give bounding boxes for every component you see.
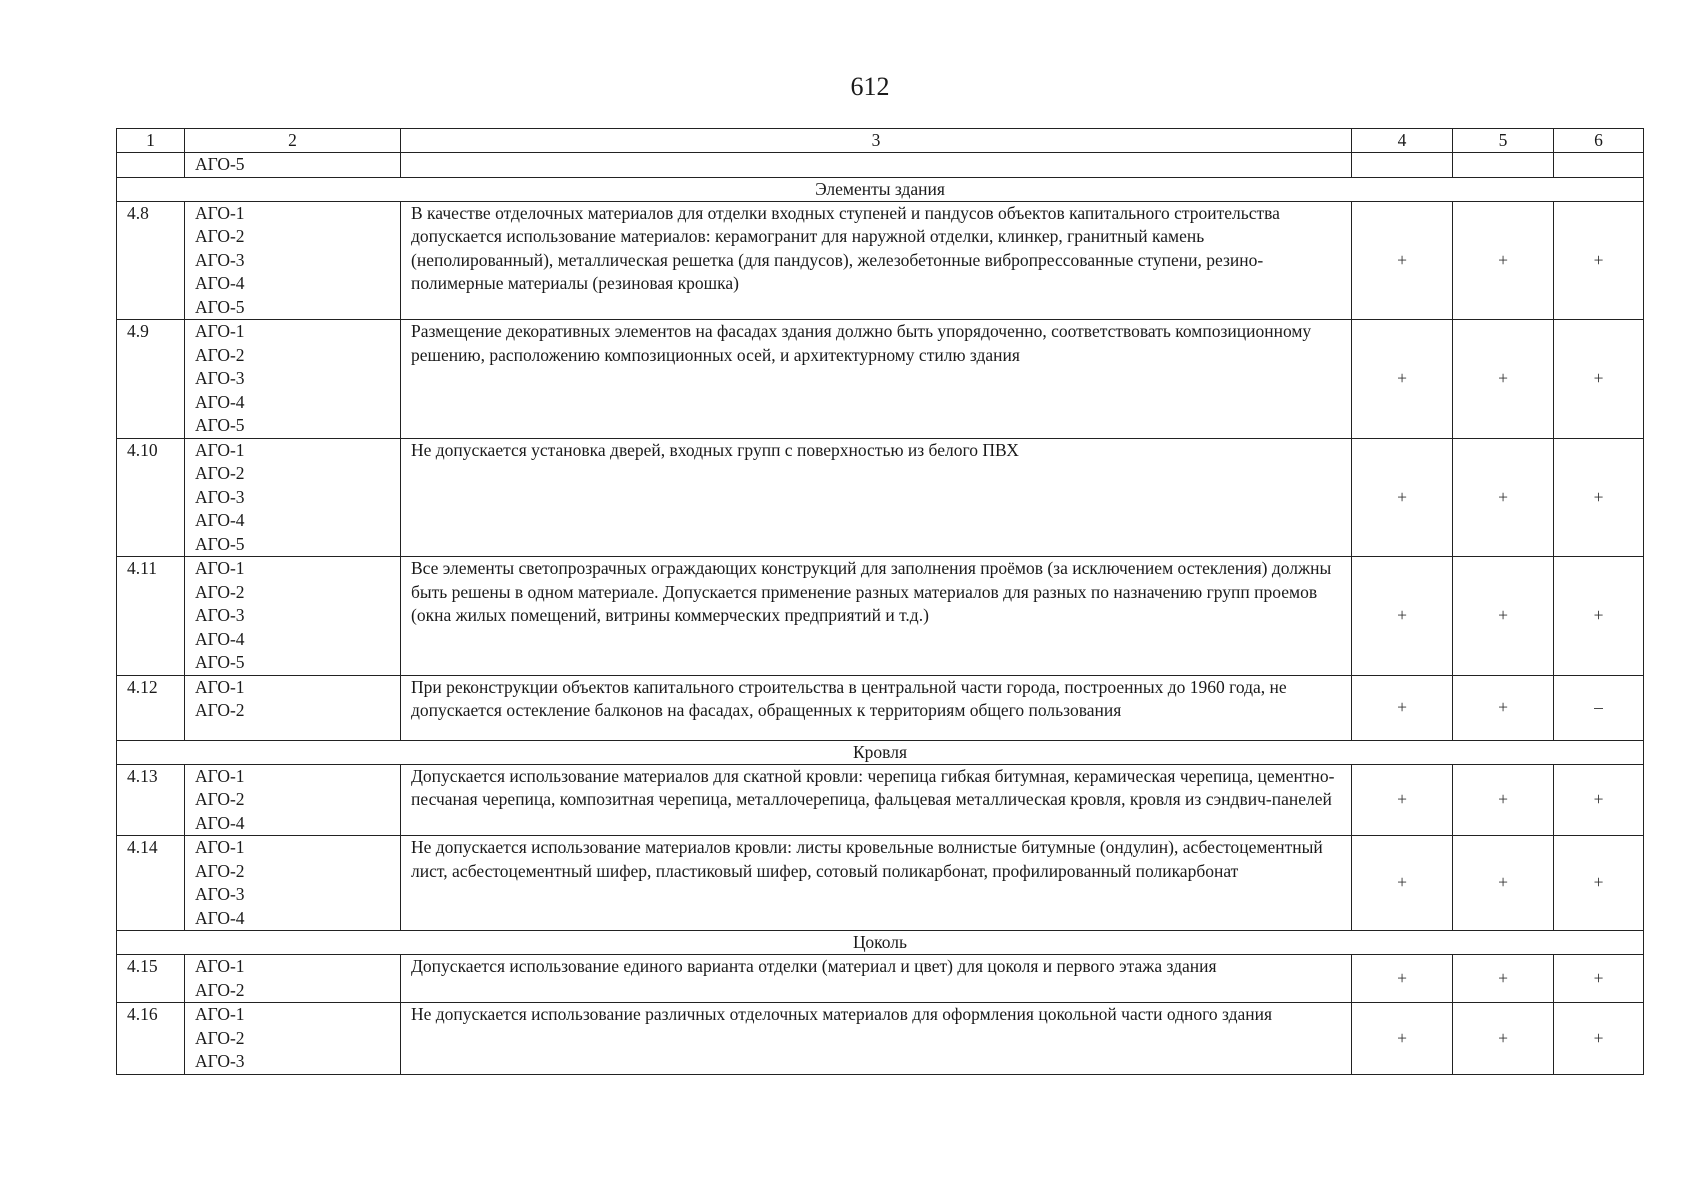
requirement-text: Не допускается использование материалов кровли: листы кровельные волнистые битумные (ондулин), асбестоцементный лист, асбестоцементный шифер, пластиковый шифер, сотовый поликарбонат, профилированный поликарбонат — [401, 836, 1352, 931]
zone-code: АГО-1 — [195, 765, 245, 786]
mark-cell — [1554, 153, 1644, 178]
zone-codes-cell — [185, 1003, 401, 1075]
mark-cell — [1352, 153, 1453, 178]
table-header-row — [117, 129, 1644, 153]
applicability-mark: + — [1453, 1003, 1554, 1075]
zone-code: АГО-4 — [195, 628, 245, 649]
section-heading-row — [117, 177, 1644, 201]
requirement-text: Все элементы светопрозрачных ограждающих конструкций для заполнения проёмов (за исключением остекления) должны быть решены в одном материале. Допускается применение разных материалов для разных по назначению групп проемов (окна жилых помещений, витрины коммерческих предприятий и т.д.) — [401, 557, 1352, 676]
table-row — [117, 836, 1644, 931]
zone-code: АГО-1 — [195, 837, 245, 857]
table-row — [117, 557, 1644, 676]
section-heading: Цоколь — [117, 931, 1644, 955]
table-row — [117, 675, 1644, 740]
requirement-text-cell — [401, 153, 1352, 178]
applicability-mark: + — [1554, 1003, 1644, 1075]
zone-codes-cell — [185, 438, 401, 557]
zone-code: АГО-3 — [195, 605, 245, 625]
zone-code: АГО-1 — [195, 321, 245, 341]
applicability-mark: + — [1453, 201, 1554, 320]
zone-code: АГО-4 — [195, 273, 245, 293]
zone-code: АГО-4 — [195, 510, 245, 530]
applicability-mark: + — [1453, 955, 1554, 1003]
table-row — [117, 320, 1644, 439]
applicability-mark: + — [1453, 320, 1554, 439]
zone-code: АГО-1 — [195, 558, 245, 578]
column-header: 6 — [1554, 129, 1644, 153]
requirement-text: Не допускается использование различных отделочных материалов для оформления цокольной части одного здания — [401, 1003, 1352, 1075]
requirement-text: Допускается использование материалов для скатной кровли: черепица гибкая битумная, керамическая черепица, цементно-песчаная черепица, композитная черепица, металлочерепица, фальцевая металлическая кровля, кровля из сэндвич-панелей — [401, 764, 1352, 836]
zone-code: АГО-2 — [195, 463, 245, 483]
applicability-mark: + — [1352, 320, 1453, 439]
zone-codes-cell — [185, 955, 401, 1003]
table-row — [117, 1003, 1644, 1075]
section-heading-row — [117, 931, 1644, 955]
applicability-mark: + — [1554, 764, 1644, 836]
zone-code: АГО-1 — [195, 202, 245, 223]
requirement-text: При реконструкции объектов капитального строительства в центральной части города, построенных до 1960 года, не допускается остекление балконов на фасадах, обращенных к территориям общего пользования — [401, 675, 1352, 740]
item-number: 4.8 — [117, 201, 185, 320]
zone-code: АГО-5 — [195, 154, 245, 174]
zone-codes-cell — [185, 836, 401, 931]
zone-code: АГО-5 — [195, 415, 245, 435]
zone-code: АГО-5 — [195, 296, 245, 317]
regulations-table — [116, 128, 1644, 1075]
section-heading: Элементы здания — [117, 177, 1644, 201]
zone-code: АГО-5 — [195, 533, 245, 554]
column-header: 1 — [117, 129, 185, 153]
zone-codes-cell — [185, 764, 401, 836]
applicability-mark: + — [1554, 438, 1644, 557]
applicability-mark: + — [1554, 201, 1644, 320]
applicability-mark: + — [1352, 836, 1453, 931]
table-row — [117, 201, 1644, 320]
zone-code: АГО-2 — [195, 581, 245, 602]
zone-codes-cell — [185, 675, 401, 740]
applicability-mark: + — [1554, 836, 1644, 931]
zone-codes-cell — [185, 320, 401, 439]
applicability-mark: + — [1453, 836, 1554, 931]
zone-code: АГО-3 — [195, 249, 245, 270]
section-heading-row — [117, 740, 1644, 764]
item-number: 4.13 — [117, 764, 185, 836]
zone-code: АГО-2 — [195, 1027, 245, 1048]
applicability-mark: – — [1554, 675, 1644, 740]
zone-code: АГО-2 — [195, 344, 245, 365]
zone-code: АГО-3 — [195, 486, 245, 507]
zone-code: АГО-2 — [195, 226, 245, 246]
zone-code: АГО-3 — [195, 368, 245, 388]
item-number: 4.14 — [117, 836, 185, 931]
requirement-text: В качестве отделочных материалов для отделки входных ступеней и пандусов объектов капитального строительства допускается использование материалов: керамогранит для наружной отделки, клинкер, гранитный камень (неполированный), металлическая решетка (для пандусов), железобетонные вибропрессованные ступени, резино-полимерные материалы (резиновая крошка) — [401, 201, 1352, 320]
zone-code: АГО-3 — [195, 1051, 245, 1071]
zone-code: АГО-2 — [195, 789, 245, 809]
table-row — [117, 955, 1644, 1003]
applicability-mark: + — [1352, 955, 1453, 1003]
zone-codes-cell — [185, 153, 401, 178]
zone-code: АГО-2 — [195, 979, 245, 1000]
item-number: 4.16 — [117, 1003, 185, 1075]
applicability-mark: + — [1352, 1003, 1453, 1075]
applicability-mark: + — [1554, 320, 1644, 439]
applicability-mark: + — [1453, 764, 1554, 836]
zone-code: АГО-2 — [195, 700, 245, 720]
zone-code: АГО-5 — [195, 652, 245, 672]
zone-code: АГО-1 — [195, 1004, 245, 1024]
mark-cell — [1453, 153, 1554, 178]
applicability-mark: + — [1453, 557, 1554, 676]
item-number: 4.10 — [117, 438, 185, 557]
zone-codes-cell — [185, 557, 401, 676]
zone-codes-cell — [185, 201, 401, 320]
item-number: 4.12 — [117, 675, 185, 740]
column-header: 2 — [185, 129, 401, 153]
applicability-mark: + — [1453, 675, 1554, 740]
applicability-mark: + — [1554, 955, 1644, 1003]
column-header: 3 — [401, 129, 1352, 153]
applicability-mark: + — [1453, 438, 1554, 557]
section-heading: Кровля — [117, 740, 1644, 764]
applicability-mark: + — [1352, 675, 1453, 740]
item-number-cell — [117, 153, 185, 178]
column-header: 5 — [1453, 129, 1554, 153]
zone-code: АГО-1 — [195, 439, 245, 460]
zone-code: АГО-4 — [195, 391, 245, 412]
continuation-row — [117, 153, 1644, 178]
zone-code: АГО-1 — [195, 956, 245, 976]
applicability-mark: + — [1352, 201, 1453, 320]
zone-code: АГО-4 — [195, 907, 245, 928]
requirement-text: Допускается использование единого варианта отделки (материал и цвет) для цоколя и первого этажа здания — [401, 955, 1352, 1003]
applicability-mark: + — [1352, 438, 1453, 557]
requirement-text: Не допускается установка дверей, входных групп с поверхностью из белого ПВХ — [401, 438, 1352, 557]
zone-code: АГО-3 — [195, 884, 245, 904]
zone-code: АГО-2 — [195, 860, 245, 881]
zone-code: АГО-4 — [195, 812, 245, 833]
page-number: 612 — [850, 72, 890, 101]
applicability-mark: + — [1352, 557, 1453, 676]
column-header: 4 — [1352, 129, 1453, 153]
zone-code: АГО-1 — [195, 676, 245, 697]
item-number: 4.11 — [117, 557, 185, 676]
requirement-text: Размещение декоративных элементов на фасадах здания должно быть упорядоченно, соответствовать композиционному решению, расположению композиционных осей, и архитектурному стилю здания — [401, 320, 1352, 439]
applicability-mark: + — [1352, 764, 1453, 836]
item-number: 4.9 — [117, 320, 185, 439]
item-number: 4.15 — [117, 955, 185, 1003]
applicability-mark: + — [1554, 557, 1644, 676]
table-row — [117, 438, 1644, 557]
table-row — [117, 764, 1644, 836]
